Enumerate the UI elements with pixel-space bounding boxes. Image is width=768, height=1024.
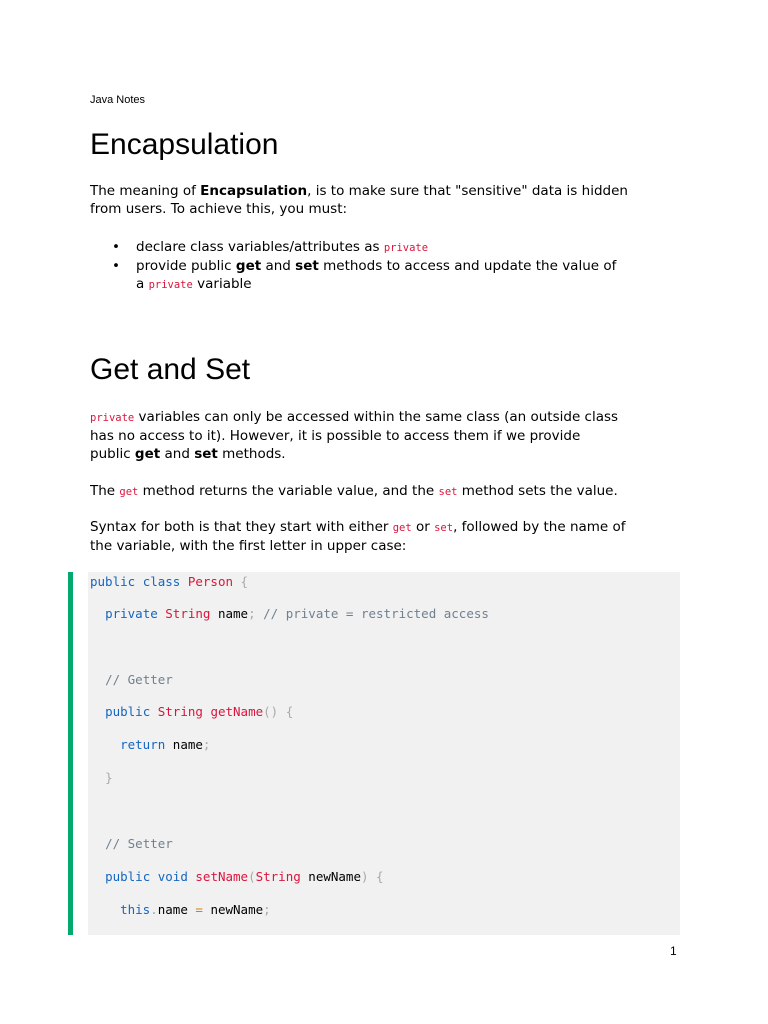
inline-code: private — [90, 412, 135, 424]
code-line — [90, 574, 248, 590]
bold-set: set — [194, 446, 218, 462]
code-example — [68, 572, 680, 935]
paragraph-get-set-methods — [90, 482, 690, 501]
bold-get: get — [235, 258, 262, 274]
heading-encapsulation: Encapsulation — [90, 128, 279, 161]
inline-code: private — [383, 242, 429, 254]
code-punct: ; — [263, 902, 271, 917]
code-keyword: void — [157, 869, 188, 884]
code-type: String — [165, 606, 211, 621]
code-accent-bar — [68, 572, 73, 935]
list-item — [90, 257, 690, 294]
list-item-text: variable — [192, 276, 252, 292]
list-item-text: provide public — [136, 258, 236, 274]
code-identifier: newName — [308, 869, 361, 884]
code-method: getName — [210, 704, 264, 719]
code-punct: { — [240, 574, 249, 589]
paragraph-private-access — [90, 408, 690, 463]
inline-code: get — [119, 486, 139, 498]
code-comment: // private = restricted access — [263, 606, 489, 621]
inline-code: private — [148, 279, 193, 291]
code-punct: ; — [202, 737, 211, 752]
paragraph-text: , followed by the name of — [453, 519, 626, 535]
code-identifier: name — [217, 606, 249, 621]
intro-text-2: , is to make sure that "sensitive" data is hidden — [307, 183, 628, 199]
code-line — [90, 770, 113, 786]
code-operator: = — [195, 902, 203, 917]
code-punct: } — [105, 770, 113, 785]
inline-code: set — [438, 486, 458, 498]
code-punct: ; — [248, 606, 256, 621]
bullet-icon: • — [112, 239, 120, 255]
intro-text-3: from users. To achieve this, you must: — [90, 201, 348, 217]
paragraph-text: The — [90, 483, 120, 499]
list-item — [90, 238, 690, 257]
code-type: String — [255, 869, 301, 884]
code-line — [90, 672, 173, 688]
intro-text: The meaning of — [90, 183, 201, 199]
code-line — [90, 704, 293, 720]
paragraph-text: method returns the variable value, and the — [138, 483, 439, 499]
code-keyword: this — [120, 902, 151, 917]
code-keyword: public — [105, 704, 151, 719]
code-comment: // Setter — [105, 836, 173, 851]
code-punct: . — [150, 902, 158, 917]
heading-get-and-set: Get and Set — [90, 353, 251, 386]
list-item-text: and — [261, 258, 296, 274]
code-method: setName — [195, 869, 249, 884]
paragraph-text: has no access to it). However, it is possible to access them if we provide — [90, 428, 581, 444]
paragraph-text: variables can only be accessed within the same class (an outside class — [134, 409, 619, 425]
code-comment: // Getter — [105, 672, 173, 687]
code-type: Person — [187, 574, 234, 589]
bold-set: set — [295, 258, 319, 274]
list-item-text: declare class variables/attributes as — [136, 239, 384, 255]
paragraph-text: or — [411, 519, 435, 535]
page-number: 1 — [670, 944, 677, 958]
requirements-list — [90, 238, 690, 294]
code-keyword: public — [105, 869, 151, 884]
paragraph-text: and — [160, 446, 195, 462]
bold-get: get — [134, 446, 161, 462]
code-punct: ( — [248, 869, 256, 884]
code-identifier: newName — [210, 902, 264, 917]
list-item-text: a — [136, 276, 149, 292]
code-keyword: return — [120, 737, 166, 752]
paragraph-text: public — [90, 446, 135, 462]
code-line — [90, 606, 489, 622]
paragraph-text: Syntax for both is that they start with either — [90, 519, 393, 535]
list-item-text: methods to access and update the value of — [318, 258, 617, 274]
code-line — [90, 737, 210, 753]
code-keyword: class — [142, 574, 181, 589]
code-type: String — [157, 704, 203, 719]
bullet-icon: • — [112, 258, 120, 274]
paragraph-syntax — [90, 518, 690, 555]
paragraph-text: methods. — [217, 446, 286, 462]
code-keyword: public — [90, 574, 136, 589]
intro-paragraph — [90, 182, 690, 218]
code-keyword: private — [105, 606, 158, 621]
intro-bold-term: Encapsulation — [200, 183, 308, 199]
code-identifier: name — [172, 737, 203, 752]
inline-code: get — [392, 522, 412, 534]
code-line — [90, 836, 173, 852]
paragraph-text: the variable, with the first letter in upper case: — [90, 538, 407, 554]
code-punct: ) { — [360, 869, 384, 884]
code-line — [90, 902, 271, 918]
page-header: Java Notes — [90, 94, 146, 106]
code-identifier: name — [157, 902, 188, 917]
paragraph-text: method sets the value. — [457, 483, 618, 499]
code-line — [90, 869, 384, 885]
code-punct: () { — [263, 704, 294, 719]
inline-code: set — [434, 522, 454, 534]
